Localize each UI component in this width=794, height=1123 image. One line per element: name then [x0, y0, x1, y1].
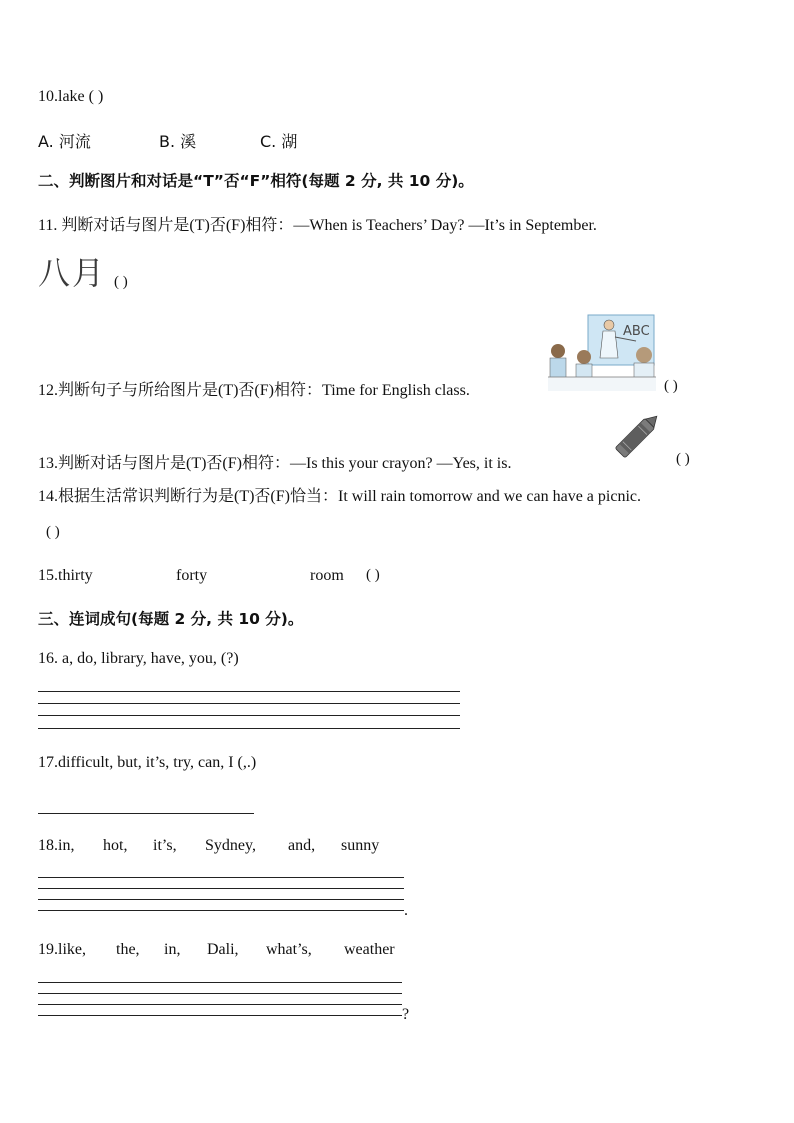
question-14: 14.根据生活常识判断行为是(T)否(F)恰当：It will rain tomorrow and we can have a picnic.	[38, 488, 641, 505]
question-11: 11. 判断对话与图片是(T)否(F)相符：—When is Teachers’ Day? —It’s in September.	[38, 217, 597, 234]
q10-option-b: B. 溪	[159, 132, 197, 151]
q19-word-6: weather	[344, 941, 395, 958]
q17-answer-line[interactable]	[38, 813, 254, 814]
q18-word-4: Sydney,	[205, 837, 256, 854]
q15-answer-paren: ( )	[366, 567, 380, 583]
q19-word-3: in,	[164, 941, 181, 958]
classroom-image	[548, 313, 656, 391]
board-text: ABC	[623, 324, 650, 339]
q15-word-2: forty	[176, 567, 208, 584]
question-16: 16. a, do, library, have, you, (?)	[38, 650, 239, 667]
q18-word-5: and,	[288, 837, 316, 854]
q10-option-c: C. 湖	[260, 132, 298, 151]
q11-answer-paren: ( )	[114, 274, 128, 290]
section-2-heading: 二、判断图片和对话是“T”否“F”相符(每题 2 分, 共 10 分)。	[38, 172, 474, 190]
q19-word-4: Dali,	[207, 941, 239, 958]
question-10: 10.lake ( )	[38, 88, 104, 105]
q18-end-mark: .	[404, 902, 408, 919]
q18-word-6: sunny	[341, 837, 380, 854]
q19-word-5: what’s,	[266, 941, 312, 958]
q15-word-1: 15.thirty	[38, 567, 93, 584]
q15-word-3: room	[310, 567, 344, 584]
q10-option-a: A. 河流	[38, 132, 91, 151]
august-image: 八月	[38, 254, 107, 292]
q19-end-mark: ?	[402, 1006, 410, 1023]
q12-answer-paren: ( )	[664, 378, 678, 394]
q18-word-3: it’s,	[153, 837, 177, 854]
q18-word-2: hot,	[103, 837, 128, 854]
question-12: 12.判断句子与所给图片是(T)否(F)相符：Time for English class.	[38, 382, 470, 399]
q19-word-1: 19.like,	[38, 941, 86, 958]
q13-answer-paren: ( )	[676, 451, 690, 467]
q14-answer-paren: ( )	[46, 524, 60, 540]
q18-word-1: 18.in,	[38, 837, 75, 854]
section-3-heading: 三、连词成句(每题 2 分, 共 10 分)。	[38, 610, 304, 628]
q19-word-2: the,	[116, 941, 140, 958]
question-17: 17.difficult, but, it’s, try, can, I (,.)	[38, 754, 257, 771]
question-13: 13.判断对话与图片是(T)否(F)相符：—Is this your crayon? —Yes, it is.	[38, 455, 512, 472]
crayon-image	[610, 408, 664, 464]
